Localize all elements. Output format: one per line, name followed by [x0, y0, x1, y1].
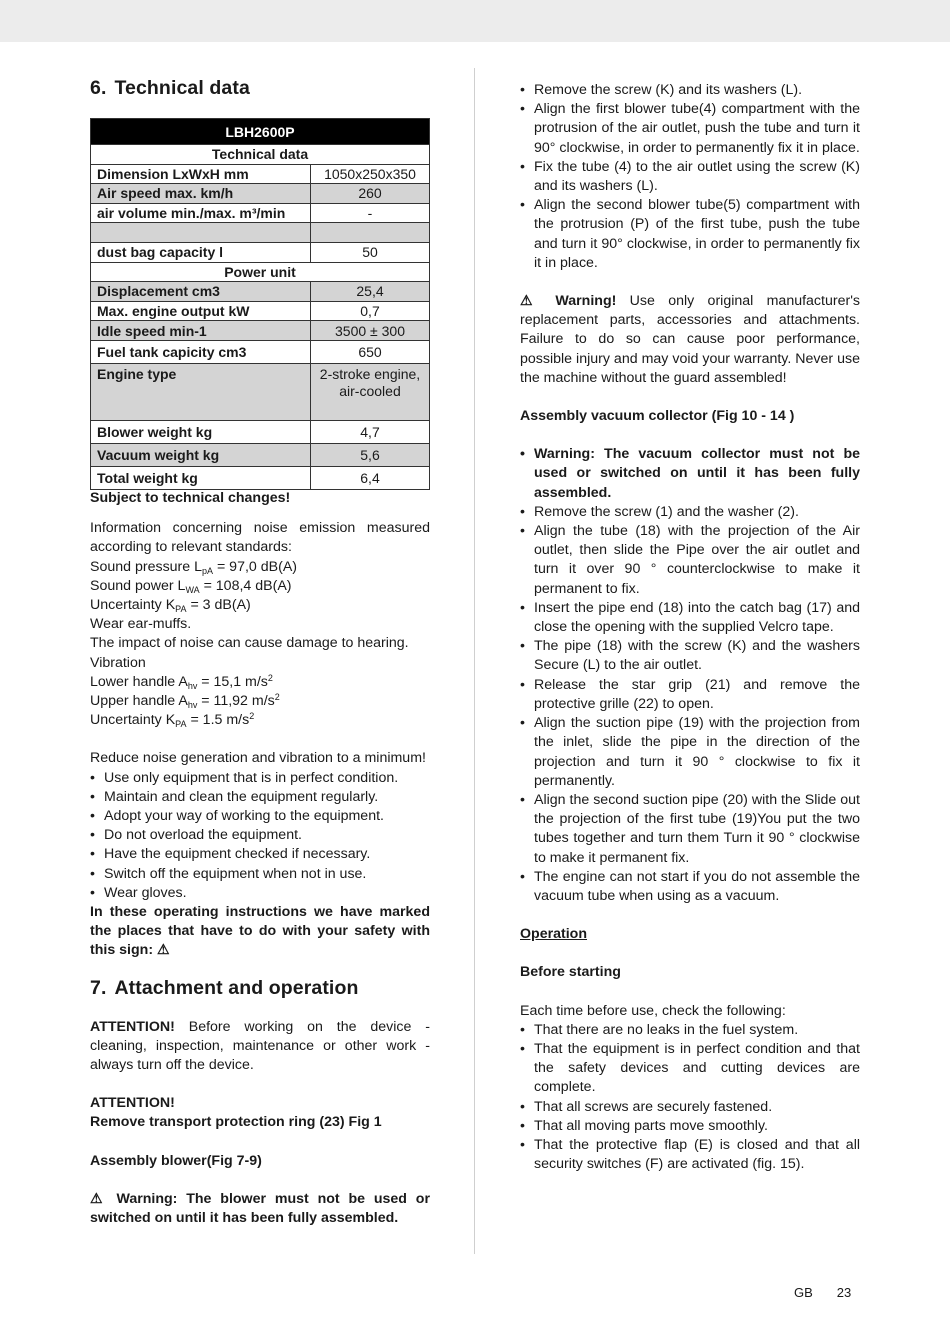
- noise-intro: Information concerning noise emission measured according to relevant standards:: [90, 520, 430, 556]
- noise-impact: The impact of noise can cause damage to hearing.: [90, 635, 409, 652]
- page-number: 23: [836, 1285, 852, 1300]
- row-value: 50: [311, 242, 430, 262]
- vibration-label: Vibration: [90, 654, 146, 671]
- page-footer: [794, 1283, 851, 1302]
- table-row: [91, 420, 430, 443]
- row-value: [311, 223, 430, 243]
- assembly-blower-heading: Assembly blower(Fig 7-9): [90, 1152, 262, 1169]
- vacuum-heading: Assembly vacuum collector (Fig 10 - 14 ): [520, 408, 795, 425]
- blower-warning: ⚠ Warning: The blower must not be used or switched on until it has been fully assembled.: [90, 1190, 430, 1227]
- row-value: 650: [311, 340, 430, 363]
- check-intro: Each time before use, check the following:: [520, 1002, 786, 1019]
- list-item: • Maintain and clean the equipment regularly.: [90, 788, 430, 807]
- row-value: -: [311, 203, 430, 223]
- section-7-heading: [90, 976, 430, 1000]
- check-list: [520, 1021, 860, 1175]
- list-item: • Use only equipment that is in perfect condition.: [90, 769, 430, 788]
- subject-to-changes: Subject to technical changes!: [90, 489, 291, 506]
- safety-marked-note: In these operating instructions we have marked the places that have to do with your safety with this sign: ⚠: [90, 904, 430, 959]
- row-label: Displacement cm3: [91, 282, 311, 302]
- row-label: dust bag capacity l: [91, 242, 311, 262]
- list-item: • Align the second blower tube(5) compartment with the protrusion (P) of the first tube, push the tube and turn it 90° clockwise, in order to permanently fix it in place.: [520, 196, 860, 273]
- list-item: • Have the equipment checked if necessary.: [90, 845, 430, 864]
- uncertainty-noise: Uncertainty $K_{PA} = 3$ dB(A): [90, 596, 251, 614]
- list-item: • Switch off the equipment when not in use.: [90, 865, 430, 884]
- table-row: [91, 340, 430, 363]
- table-row: [91, 164, 430, 184]
- model-header: LBH2600P: [91, 119, 430, 145]
- row-value: 0,7: [311, 301, 430, 321]
- row-label: Air speed max. km/h: [91, 184, 311, 204]
- reduce-list: [90, 769, 430, 903]
- table-row: [91, 466, 430, 489]
- sound-power: Sound power $L_{WA} = 108,4$ dB(A): [90, 577, 292, 595]
- section-6-heading: [90, 76, 430, 100]
- row-value: 3500 ± 300: [311, 321, 430, 341]
- row-value: 260: [311, 184, 430, 204]
- parts-warning: ⚠ Warning! Use only original manufacturer's replacement parts, accessories and attachments. Failure to do so can cause poor performance, possible injury and may void your warranty. Never use the machine without the guard assembled!: [520, 293, 861, 386]
- list-item: • The engine can not start if you do not assemble the vacuum tube when using as a vacuum.: [520, 868, 860, 906]
- row-value: 6,4: [311, 466, 430, 489]
- upper-handle: Upper handle $A_{hv} = 11,92$ $m/s^2$: [90, 691, 280, 710]
- row-value: 4,7: [311, 420, 430, 443]
- row-label: Dimension LxWxH mm: [91, 164, 311, 184]
- list-item: • Insert the pipe end (18) into the catch bag (17) and close the opening with the supplied Velcro tape.: [520, 599, 860, 637]
- row-value: 25,4: [311, 282, 430, 302]
- list-item: • Adopt your way of working to the equipment.: [90, 807, 430, 826]
- list-item: • Remove the screw (1) and the washer (2).: [520, 503, 860, 522]
- vacuum-warning: • Warning: The vacuum collector must not be used or switched on until it has been fully assembled.: [520, 445, 860, 503]
- list-item: • Align the tube (18) with the projection of the Air outlet, then slide the Pipe over the air outlet and turn it over 90 ° counterclockwise to make it permanent to fix.: [520, 522, 860, 599]
- list-item: • That the protective flap (E) is closed and that all security switches (F) are activated (fig. 15).: [520, 1136, 860, 1174]
- section-title: Technical data: [114, 77, 250, 99]
- row-label: Fuel tank capicity cm3: [91, 340, 311, 363]
- section-number: 7.: [90, 976, 107, 999]
- row-label: Max. engine output kW: [91, 301, 311, 321]
- row-label: Vacuum weight kg: [91, 443, 311, 466]
- reduce-noise: Reduce noise generation and vibration to a minimum!: [90, 750, 426, 767]
- table-row: [91, 203, 430, 223]
- tech-data-header: Technical data: [91, 145, 430, 165]
- row-label: Total weight kg: [91, 466, 311, 489]
- operation-heading: Operation: [520, 926, 588, 943]
- attention-label: ATTENTION!: [90, 1095, 175, 1112]
- row-label: [91, 223, 311, 243]
- list-item: • Align the suction pipe (19) with the projection from the inlet, slide the pipe in the direction of the projection and turn it 90 ° clockwise to fix it permanently.: [520, 714, 860, 791]
- blower-steps: [520, 81, 860, 273]
- row-value: 5,6: [311, 443, 430, 466]
- list-item: • Align the second suction pipe (20) with the Slide out the projection of the first tube (19)You put the two tubes together and turn them Turn it 90 ° clockwise to make it permanent fix.: [520, 791, 860, 868]
- top-bar: [0, 0, 950, 42]
- row-label: Idle speed min-1: [91, 321, 311, 341]
- column-divider: [474, 68, 475, 1254]
- sound-pressure: Sound pressure $L_{pA} = 97,0$ dB(A): [90, 558, 298, 576]
- lower-handle: Lower handle $A_{hv} = 15,1$ $m/s^2$: [90, 672, 273, 691]
- row-label: air volume min./max. m³/min: [91, 203, 311, 223]
- attention-power-off: ATTENTION! Before working on the device - cleaning, inspection, maintenance or other work - always turn off the device.: [90, 1018, 430, 1074]
- section-number: 6.: [90, 77, 107, 99]
- list-item: • That the equipment is in perfect condition and that the safety devices and cutting devices are complete.: [520, 1040, 860, 1098]
- section-title: Attachment and operation: [114, 976, 359, 999]
- list-item: • Align the first blower tube(4) compartment with the protrusion of the air outlet, push the tube and turn it 90° clockwise, in order to permanently fix it in place.: [520, 100, 860, 158]
- uncertainty-vibration: Uncertainty $K_{PA} = 1.5$ $m/s^2$: [90, 711, 255, 730]
- table-row: [91, 282, 430, 302]
- list-item: • Fix the tube (4) to the air outlet using the screw (K) and its washers (L).: [520, 158, 860, 196]
- list-item: • The pipe (18) with the screw (K) and the washers Secure (L) to the air outlet.: [520, 637, 860, 675]
- table-row: [91, 242, 430, 262]
- list-item: • Wear gloves.: [90, 884, 430, 903]
- table-row: [91, 321, 430, 341]
- remove-ring-instruction: Remove transport protection ring (23) Fig 1: [90, 1114, 382, 1131]
- table-row: [91, 184, 430, 204]
- list-item: • Remove the screw (K) and its washers (L).: [520, 81, 860, 100]
- row-value: 2-stroke engine, air-cooled: [311, 363, 430, 420]
- spec-table: [90, 118, 430, 490]
- list-item: • Release the star grip (21) and remove the protective grille (22) to open.: [520, 676, 860, 714]
- row-label: Engine type: [91, 363, 311, 420]
- table-row: [91, 443, 430, 466]
- list-item: • That there are no leaks in the fuel system.: [520, 1021, 860, 1040]
- ear-muffs: Wear ear-muffs.: [90, 616, 192, 633]
- vacuum-steps: [520, 445, 860, 906]
- row-label: Blower weight kg: [91, 420, 311, 443]
- list-item: • That all screws are securely fastened.: [520, 1098, 860, 1117]
- list-item: • Do not overload the equipment.: [90, 826, 430, 845]
- table-row: [91, 363, 430, 420]
- table-row: [91, 223, 430, 243]
- before-starting-heading: Before starting: [520, 964, 621, 981]
- table-row: [91, 301, 430, 321]
- row-value: 1050x250x350: [311, 164, 430, 184]
- left-column: [90, 76, 430, 1228]
- right-column: [520, 81, 860, 1174]
- list-item: • That all moving parts move smoothly.: [520, 1117, 860, 1136]
- language-code: GB: [794, 1285, 813, 1300]
- power-unit-header: Power unit: [91, 262, 430, 282]
